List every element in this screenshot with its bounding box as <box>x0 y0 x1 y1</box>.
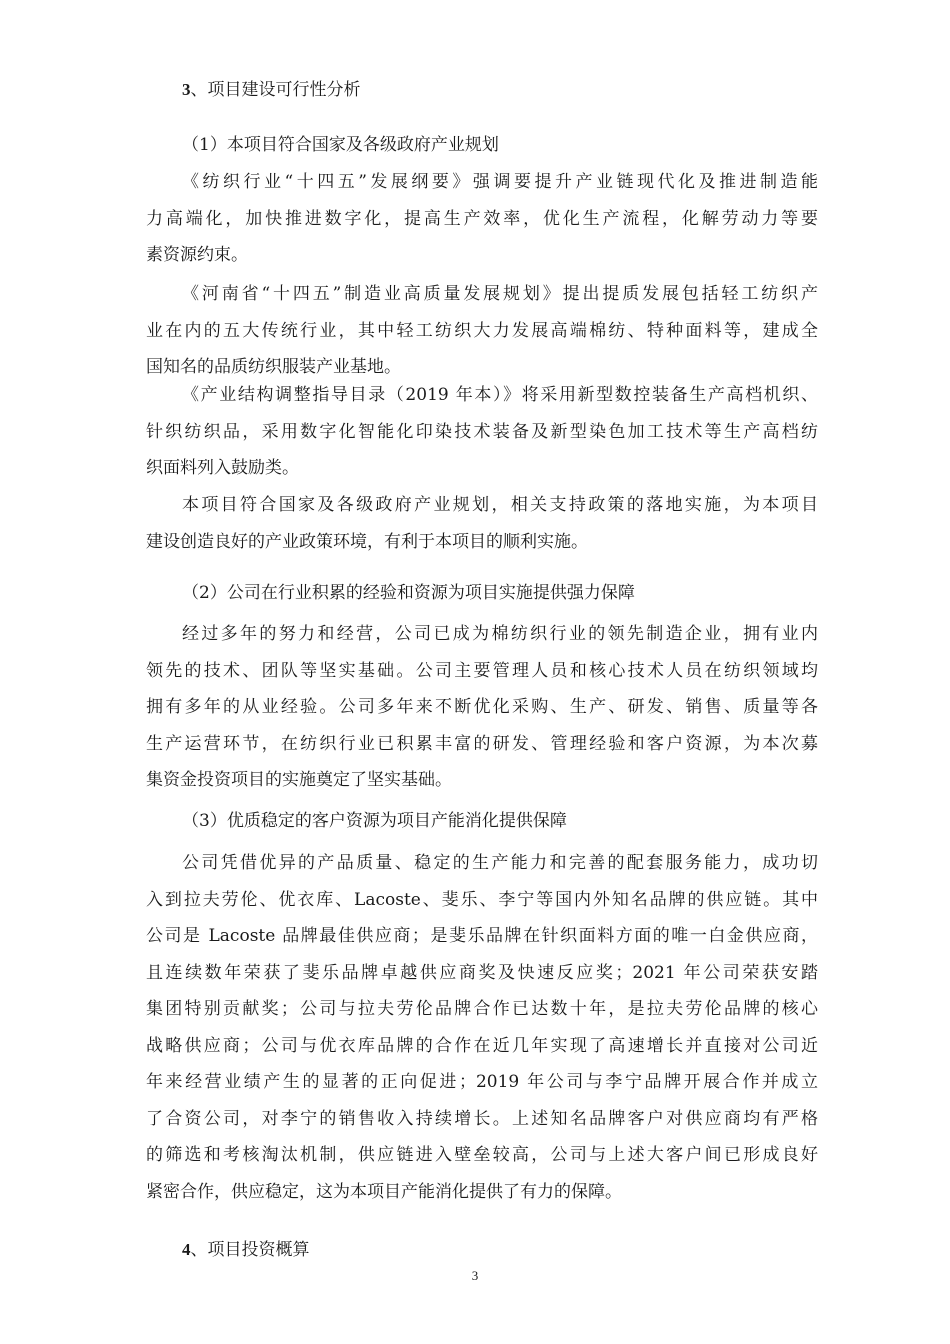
paragraph-line: 公司凭借优异的产品质量、稳定的生产能力和完善的配套服务能力，成功切 <box>182 853 818 873</box>
paragraph-line: 战略供应商；公司与优衣库品牌的合作在近几年实现了高速增长并直接对公司近 <box>146 1035 818 1056</box>
section-3-title: 、项目建设可行性分析 <box>190 80 361 100</box>
paragraph <box>146 616 818 799</box>
paragraph-line: 拥有多年的从业经验。公司多年来不断优化采购、生产、研发、销售、质量等各 <box>146 697 818 717</box>
paragraph-line: 年来经营业绩产生的显著的正向促进；2019 年公司与李宁品牌开展合作并成立 <box>146 1072 818 1092</box>
paragraph-line: 《产业结构调整指导目录（2019 年本）》将采用新型数控装备生产高档机织、 <box>182 385 818 405</box>
paragraph-line: 《纺织行业“十四五”发展纲要》强调要提升产业链现代化及推进制造能 <box>182 172 818 192</box>
paragraph-line: 且连续数年荣获了斐乐品牌卓越供应商奖及快速反应奖；2021 年公司荣获安踏 <box>146 962 818 983</box>
section-3-heading <box>182 78 361 102</box>
paragraph-line: 生产运营环节，在纺织行业已积累丰富的研发、管理经验和客户资源，为本次募 <box>146 733 818 754</box>
paragraph-line: 紧密合作，供应稳定，这为本项目产能消化提供了有力的保障。 <box>146 1181 622 1202</box>
paragraph <box>146 164 818 274</box>
section-4-heading <box>182 1238 310 1262</box>
paragraph-line: 了合资公司，对李宁的销售收入持续增长。上述知名品牌客户对供应商均有严格 <box>146 1108 818 1129</box>
paragraph-line: 针织纺织品，采用数字化智能化印染技术装备及新型染色加工技术等生产高档纺 <box>146 421 818 442</box>
paragraph-line: 集资金投资项目的实施奠定了坚实基础。 <box>146 770 452 790</box>
subsection-3-heading: （3）优质稳定的客户资源为项目产能消化提供保障 <box>182 811 567 831</box>
paragraph <box>146 377 818 487</box>
paragraph-line: 素资源约束。 <box>146 245 248 265</box>
paragraph-line: 公司是 Lacoste 品牌最佳供应商；是斐乐品牌在针织面料方面的唯一白金供应商， <box>146 926 818 946</box>
subsection-1-heading: （1）本项目符合国家及各级政府产业规划 <box>182 135 499 155</box>
section-3-number: 3 <box>182 80 191 99</box>
paragraph <box>146 845 818 1210</box>
paragraph-line: 领先的技术、团队等坚实基础。公司主要管理人员和核心技术人员在纺织领域均 <box>146 660 818 681</box>
paragraph-line: 的筛选和考核淘汰机制，供应链进入壁垒较高，公司与上述大客户间已形成良好 <box>146 1145 818 1165</box>
paragraph-line: 建设创造良好的产业政策环境，有利于本项目的顺利实施。 <box>146 531 588 552</box>
paragraph-line: 经过多年的努力和经营，公司已成为棉纺织行业的领先制造企业，拥有业内 <box>182 624 818 644</box>
section-4-number: 4 <box>182 1240 191 1259</box>
subsection-2-heading: （2）公司在行业积累的经验和资源为项目实施提供强力保障 <box>182 583 635 603</box>
paragraph <box>146 487 818 560</box>
paragraph-line: 本项目符合国家及各级政府产业规划，相关支持政策的落地实施，为本项目 <box>182 495 818 515</box>
paragraph-line: 织面料列入鼓励类。 <box>146 458 299 478</box>
section-4-title: 、项目投资概算 <box>190 1240 310 1260</box>
paragraph-line: 《河南省“十四五”制造业高质量发展规划》提出提质发展包括轻工纺织产 <box>182 284 818 304</box>
paragraph <box>146 276 818 386</box>
paragraph-line: 业在内的五大传统行业，其中轻工纺织大力发展高端棉纺、特种面料等，建成全 <box>146 320 818 341</box>
paragraph-line: 国知名的品质纺织服装产业基地。 <box>146 357 401 377</box>
paragraph-line: 力高端化，加快推进数字化，提高生产效率，优化生产流程，化解劳动力等要 <box>146 208 818 229</box>
paragraph-line: 入到拉夫劳伦、优衣库、Lacoste、斐乐、李宁等国内外知名品牌的供应链。其中 <box>146 889 818 910</box>
paragraph-line: 集团特别贡献奖；公司与拉夫劳伦品牌合作已达数十年，是拉夫劳伦品牌的核心 <box>146 999 818 1019</box>
page-number: 3 <box>471 1268 479 1283</box>
